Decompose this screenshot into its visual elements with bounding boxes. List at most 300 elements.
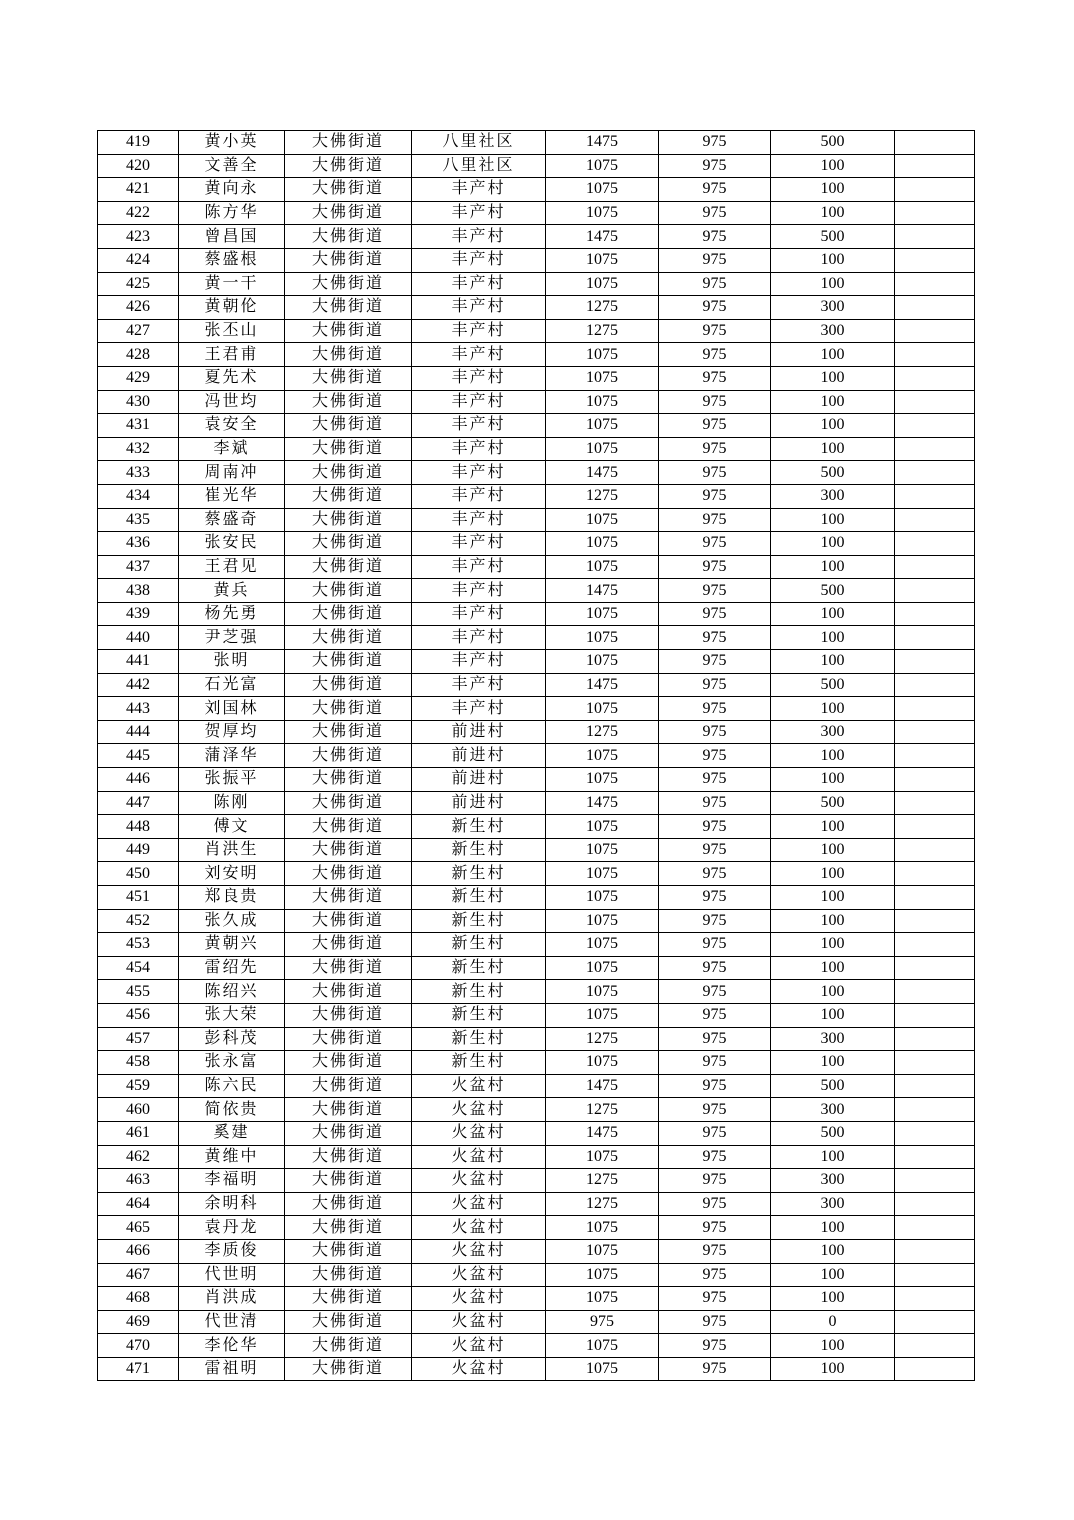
amount-a-cell: 1075 bbox=[546, 815, 659, 839]
name-cell: 陈六民 bbox=[179, 1074, 285, 1098]
street-cell: 大佛街道 bbox=[285, 154, 412, 178]
amount-a-cell: 1275 bbox=[546, 1098, 659, 1122]
community-cell: 丰产村 bbox=[412, 296, 546, 320]
table-row bbox=[98, 791, 975, 815]
seq-cell: 464 bbox=[98, 1192, 179, 1216]
table-row bbox=[98, 1145, 975, 1169]
name-cell: 文善全 bbox=[179, 154, 285, 178]
amount-b-cell: 975 bbox=[659, 248, 771, 272]
seq-cell: 456 bbox=[98, 1003, 179, 1027]
remark-cell bbox=[895, 1074, 975, 1098]
table-row bbox=[98, 579, 975, 603]
table-row bbox=[98, 1074, 975, 1098]
amount-b-cell: 975 bbox=[659, 343, 771, 367]
community-cell: 火盆村 bbox=[412, 1121, 546, 1145]
remark-cell bbox=[895, 579, 975, 603]
street-cell: 大佛街道 bbox=[285, 178, 412, 202]
community-cell: 新生村 bbox=[412, 886, 546, 910]
remark-cell bbox=[895, 390, 975, 414]
amount-b-cell: 975 bbox=[659, 933, 771, 957]
street-cell: 大佛街道 bbox=[285, 272, 412, 296]
amount-diff-cell: 300 bbox=[771, 1027, 895, 1051]
table-row bbox=[98, 838, 975, 862]
amount-b-cell: 975 bbox=[659, 1169, 771, 1193]
street-cell: 大佛街道 bbox=[285, 815, 412, 839]
amount-a-cell: 1275 bbox=[546, 319, 659, 343]
street-cell: 大佛街道 bbox=[285, 248, 412, 272]
amount-a-cell: 1475 bbox=[546, 1121, 659, 1145]
name-cell: 袁丹龙 bbox=[179, 1216, 285, 1240]
seq-cell: 462 bbox=[98, 1145, 179, 1169]
remark-cell bbox=[895, 720, 975, 744]
community-cell: 八里社区 bbox=[412, 154, 546, 178]
remark-cell bbox=[895, 838, 975, 862]
remark-cell bbox=[895, 343, 975, 367]
remark-cell bbox=[895, 886, 975, 910]
table-row bbox=[98, 1287, 975, 1311]
amount-b-cell: 975 bbox=[659, 319, 771, 343]
amount-b-cell: 975 bbox=[659, 673, 771, 697]
amount-a-cell: 1075 bbox=[546, 744, 659, 768]
community-cell: 丰产村 bbox=[412, 579, 546, 603]
amount-b-cell: 975 bbox=[659, 201, 771, 225]
remark-cell bbox=[895, 1287, 975, 1311]
name-cell: 简依贵 bbox=[179, 1098, 285, 1122]
amount-a-cell: 1475 bbox=[546, 579, 659, 603]
community-cell: 丰产村 bbox=[412, 484, 546, 508]
community-cell: 火盆村 bbox=[412, 1287, 546, 1311]
street-cell: 大佛街道 bbox=[285, 484, 412, 508]
name-cell: 蒲泽华 bbox=[179, 744, 285, 768]
table-row bbox=[98, 248, 975, 272]
remark-cell bbox=[895, 248, 975, 272]
table-row bbox=[98, 532, 975, 556]
name-cell: 张振平 bbox=[179, 768, 285, 792]
table-row bbox=[98, 272, 975, 296]
seq-cell: 441 bbox=[98, 650, 179, 674]
amount-a-cell: 1075 bbox=[546, 1216, 659, 1240]
amount-diff-cell: 100 bbox=[771, 178, 895, 202]
name-cell: 陈方华 bbox=[179, 201, 285, 225]
name-cell: 代世明 bbox=[179, 1263, 285, 1287]
amount-diff-cell: 500 bbox=[771, 673, 895, 697]
remark-cell bbox=[895, 1310, 975, 1334]
amount-b-cell: 975 bbox=[659, 720, 771, 744]
street-cell: 大佛街道 bbox=[285, 296, 412, 320]
amount-b-cell: 975 bbox=[659, 1145, 771, 1169]
community-cell: 丰产村 bbox=[412, 673, 546, 697]
name-cell: 袁安全 bbox=[179, 414, 285, 438]
seq-cell: 448 bbox=[98, 815, 179, 839]
table-row bbox=[98, 154, 975, 178]
seq-cell: 430 bbox=[98, 390, 179, 414]
name-cell: 张安民 bbox=[179, 532, 285, 556]
amount-b-cell: 975 bbox=[659, 1003, 771, 1027]
seq-cell: 450 bbox=[98, 862, 179, 886]
amount-a-cell: 1075 bbox=[546, 248, 659, 272]
remark-cell bbox=[895, 366, 975, 390]
seq-cell: 446 bbox=[98, 768, 179, 792]
name-cell: 傅文 bbox=[179, 815, 285, 839]
amount-a-cell: 1075 bbox=[546, 886, 659, 910]
community-cell: 丰产村 bbox=[412, 555, 546, 579]
street-cell: 大佛街道 bbox=[285, 626, 412, 650]
street-cell: 大佛街道 bbox=[285, 933, 412, 957]
seq-cell: 459 bbox=[98, 1074, 179, 1098]
table-row bbox=[98, 673, 975, 697]
street-cell: 大佛街道 bbox=[285, 131, 412, 155]
amount-diff-cell: 500 bbox=[771, 579, 895, 603]
seq-cell: 452 bbox=[98, 909, 179, 933]
amount-b-cell: 975 bbox=[659, 1074, 771, 1098]
table-row bbox=[98, 1216, 975, 1240]
amount-b-cell: 975 bbox=[659, 272, 771, 296]
amount-diff-cell: 100 bbox=[771, 1003, 895, 1027]
amount-a-cell: 1075 bbox=[546, 1051, 659, 1075]
table-row bbox=[98, 201, 975, 225]
amount-a-cell: 1075 bbox=[546, 1145, 659, 1169]
community-cell: 丰产村 bbox=[412, 343, 546, 367]
seq-cell: 466 bbox=[98, 1239, 179, 1263]
community-cell: 丰产村 bbox=[412, 225, 546, 249]
table-row bbox=[98, 1169, 975, 1193]
community-cell: 前进村 bbox=[412, 768, 546, 792]
community-cell: 丰产村 bbox=[412, 437, 546, 461]
amount-a-cell: 1075 bbox=[546, 697, 659, 721]
amount-diff-cell: 300 bbox=[771, 1169, 895, 1193]
amount-b-cell: 975 bbox=[659, 862, 771, 886]
amount-a-cell: 1075 bbox=[546, 1239, 659, 1263]
amount-diff-cell: 100 bbox=[771, 508, 895, 532]
name-cell: 张明 bbox=[179, 650, 285, 674]
remark-cell bbox=[895, 508, 975, 532]
amount-a-cell: 1075 bbox=[546, 437, 659, 461]
amount-b-cell: 975 bbox=[659, 791, 771, 815]
amount-b-cell: 975 bbox=[659, 579, 771, 603]
remark-cell bbox=[895, 296, 975, 320]
amount-b-cell: 975 bbox=[659, 1216, 771, 1240]
street-cell: 大佛街道 bbox=[285, 673, 412, 697]
name-cell: 崔光华 bbox=[179, 484, 285, 508]
name-cell: 黄兵 bbox=[179, 579, 285, 603]
name-cell: 黄向永 bbox=[179, 178, 285, 202]
amount-diff-cell: 100 bbox=[771, 697, 895, 721]
seq-cell: 438 bbox=[98, 579, 179, 603]
seq-cell: 426 bbox=[98, 296, 179, 320]
community-cell: 火盆村 bbox=[412, 1310, 546, 1334]
seq-cell: 454 bbox=[98, 956, 179, 980]
community-cell: 丰产村 bbox=[412, 650, 546, 674]
seq-cell: 444 bbox=[98, 720, 179, 744]
name-cell: 张大荣 bbox=[179, 1003, 285, 1027]
street-cell: 大佛街道 bbox=[285, 343, 412, 367]
remark-cell bbox=[895, 1216, 975, 1240]
name-cell: 刘国林 bbox=[179, 697, 285, 721]
amount-a-cell: 1075 bbox=[546, 862, 659, 886]
name-cell: 贺厚均 bbox=[179, 720, 285, 744]
name-cell: 雷绍先 bbox=[179, 956, 285, 980]
amount-diff-cell: 100 bbox=[771, 768, 895, 792]
street-cell: 大佛街道 bbox=[285, 1074, 412, 1098]
amount-a-cell: 1475 bbox=[546, 673, 659, 697]
seq-cell: 445 bbox=[98, 744, 179, 768]
amount-b-cell: 975 bbox=[659, 1357, 771, 1381]
amount-a-cell: 1075 bbox=[546, 414, 659, 438]
community-cell: 新生村 bbox=[412, 838, 546, 862]
community-cell: 新生村 bbox=[412, 956, 546, 980]
amount-a-cell: 1275 bbox=[546, 1169, 659, 1193]
remark-cell bbox=[895, 626, 975, 650]
amount-a-cell: 1075 bbox=[546, 909, 659, 933]
amount-diff-cell: 100 bbox=[771, 862, 895, 886]
amount-a-cell: 1075 bbox=[546, 532, 659, 556]
name-cell: 余明科 bbox=[179, 1192, 285, 1216]
amount-diff-cell: 500 bbox=[771, 131, 895, 155]
street-cell: 大佛街道 bbox=[285, 414, 412, 438]
community-cell: 火盆村 bbox=[412, 1074, 546, 1098]
amount-diff-cell: 100 bbox=[771, 1051, 895, 1075]
amount-b-cell: 975 bbox=[659, 508, 771, 532]
table-row bbox=[98, 815, 975, 839]
name-cell: 李质俊 bbox=[179, 1239, 285, 1263]
amount-diff-cell: 100 bbox=[771, 201, 895, 225]
street-cell: 大佛街道 bbox=[285, 1121, 412, 1145]
amount-b-cell: 975 bbox=[659, 838, 771, 862]
seq-cell: 442 bbox=[98, 673, 179, 697]
seq-cell: 433 bbox=[98, 461, 179, 485]
street-cell: 大佛街道 bbox=[285, 225, 412, 249]
amount-a-cell: 1075 bbox=[546, 626, 659, 650]
amount-a-cell: 1275 bbox=[546, 484, 659, 508]
seq-cell: 423 bbox=[98, 225, 179, 249]
remark-cell bbox=[895, 319, 975, 343]
street-cell: 大佛街道 bbox=[285, 886, 412, 910]
name-cell: 奚建 bbox=[179, 1121, 285, 1145]
seq-cell: 435 bbox=[98, 508, 179, 532]
seq-cell: 420 bbox=[98, 154, 179, 178]
amount-diff-cell: 100 bbox=[771, 933, 895, 957]
seq-cell: 419 bbox=[98, 131, 179, 155]
table-row bbox=[98, 1357, 975, 1381]
table-row bbox=[98, 178, 975, 202]
remark-cell bbox=[895, 532, 975, 556]
community-cell: 新生村 bbox=[412, 815, 546, 839]
name-cell: 夏先术 bbox=[179, 366, 285, 390]
seq-cell: 458 bbox=[98, 1051, 179, 1075]
remark-cell bbox=[895, 1334, 975, 1358]
name-cell: 肖洪生 bbox=[179, 838, 285, 862]
community-cell: 丰产村 bbox=[412, 390, 546, 414]
amount-b-cell: 975 bbox=[659, 296, 771, 320]
name-cell: 刘安明 bbox=[179, 862, 285, 886]
amount-a-cell: 1075 bbox=[546, 154, 659, 178]
name-cell: 张丕山 bbox=[179, 319, 285, 343]
amount-diff-cell: 100 bbox=[771, 886, 895, 910]
table-row bbox=[98, 1098, 975, 1122]
amount-diff-cell: 100 bbox=[771, 1239, 895, 1263]
seq-cell: 422 bbox=[98, 201, 179, 225]
amount-a-cell: 1075 bbox=[546, 980, 659, 1004]
seq-cell: 467 bbox=[98, 1263, 179, 1287]
seq-cell: 437 bbox=[98, 555, 179, 579]
name-cell: 尹芝强 bbox=[179, 626, 285, 650]
amount-b-cell: 975 bbox=[659, 1051, 771, 1075]
amount-diff-cell: 300 bbox=[771, 484, 895, 508]
seq-cell: 434 bbox=[98, 484, 179, 508]
name-cell: 代世清 bbox=[179, 1310, 285, 1334]
amount-diff-cell: 100 bbox=[771, 1287, 895, 1311]
seq-cell: 427 bbox=[98, 319, 179, 343]
amount-a-cell: 1075 bbox=[546, 272, 659, 296]
amount-diff-cell: 300 bbox=[771, 319, 895, 343]
amount-a-cell: 1075 bbox=[546, 933, 659, 957]
community-cell: 新生村 bbox=[412, 1027, 546, 1051]
amount-b-cell: 975 bbox=[659, 1334, 771, 1358]
street-cell: 大佛街道 bbox=[285, 862, 412, 886]
amount-diff-cell: 100 bbox=[771, 956, 895, 980]
name-cell: 杨先勇 bbox=[179, 602, 285, 626]
amount-diff-cell: 100 bbox=[771, 1145, 895, 1169]
remark-cell bbox=[895, 461, 975, 485]
remark-cell bbox=[895, 1051, 975, 1075]
community-cell: 火盆村 bbox=[412, 1334, 546, 1358]
street-cell: 大佛街道 bbox=[285, 1239, 412, 1263]
remark-cell bbox=[895, 650, 975, 674]
street-cell: 大佛街道 bbox=[285, 579, 412, 603]
community-cell: 丰产村 bbox=[412, 602, 546, 626]
seq-cell: 465 bbox=[98, 1216, 179, 1240]
amount-diff-cell: 100 bbox=[771, 366, 895, 390]
amount-b-cell: 975 bbox=[659, 225, 771, 249]
street-cell: 大佛街道 bbox=[285, 1051, 412, 1075]
name-cell: 黄维中 bbox=[179, 1145, 285, 1169]
table-row bbox=[98, 909, 975, 933]
seq-cell: 447 bbox=[98, 791, 179, 815]
seq-cell: 470 bbox=[98, 1334, 179, 1358]
amount-a-cell: 1275 bbox=[546, 296, 659, 320]
remark-cell bbox=[895, 791, 975, 815]
remark-cell bbox=[895, 744, 975, 768]
table-body bbox=[98, 131, 975, 1381]
amount-a-cell: 1275 bbox=[546, 720, 659, 744]
seq-cell: 463 bbox=[98, 1169, 179, 1193]
amount-diff-cell: 0 bbox=[771, 1310, 895, 1334]
seq-cell: 453 bbox=[98, 933, 179, 957]
table-row bbox=[98, 602, 975, 626]
community-cell: 丰产村 bbox=[412, 414, 546, 438]
community-cell: 新生村 bbox=[412, 933, 546, 957]
community-cell: 丰产村 bbox=[412, 178, 546, 202]
name-cell: 肖洪成 bbox=[179, 1287, 285, 1311]
amount-diff-cell: 100 bbox=[771, 414, 895, 438]
name-cell: 周南冲 bbox=[179, 461, 285, 485]
amount-b-cell: 975 bbox=[659, 956, 771, 980]
table-row bbox=[98, 296, 975, 320]
street-cell: 大佛街道 bbox=[285, 437, 412, 461]
street-cell: 大佛街道 bbox=[285, 1310, 412, 1334]
remark-cell bbox=[895, 225, 975, 249]
street-cell: 大佛街道 bbox=[285, 1334, 412, 1358]
street-cell: 大佛街道 bbox=[285, 555, 412, 579]
amount-b-cell: 975 bbox=[659, 626, 771, 650]
street-cell: 大佛街道 bbox=[285, 1027, 412, 1051]
amount-a-cell: 1075 bbox=[546, 838, 659, 862]
amount-diff-cell: 500 bbox=[771, 225, 895, 249]
seq-cell: 460 bbox=[98, 1098, 179, 1122]
table-row bbox=[98, 390, 975, 414]
table-row bbox=[98, 697, 975, 721]
seq-cell: 443 bbox=[98, 697, 179, 721]
street-cell: 大佛街道 bbox=[285, 650, 412, 674]
table-row bbox=[98, 461, 975, 485]
table-row bbox=[98, 720, 975, 744]
street-cell: 大佛街道 bbox=[285, 1098, 412, 1122]
table-row bbox=[98, 650, 975, 674]
name-cell: 陈绍兴 bbox=[179, 980, 285, 1004]
community-cell: 丰产村 bbox=[412, 248, 546, 272]
remark-cell bbox=[895, 933, 975, 957]
table-row bbox=[98, 319, 975, 343]
table-row bbox=[98, 343, 975, 367]
seq-cell: 425 bbox=[98, 272, 179, 296]
amount-diff-cell: 100 bbox=[771, 1334, 895, 1358]
amount-diff-cell: 500 bbox=[771, 1121, 895, 1145]
amount-a-cell: 1075 bbox=[546, 1263, 659, 1287]
amount-diff-cell: 100 bbox=[771, 390, 895, 414]
community-cell: 丰产村 bbox=[412, 532, 546, 556]
seq-cell: 451 bbox=[98, 886, 179, 910]
table-row bbox=[98, 437, 975, 461]
amount-a-cell: 1475 bbox=[546, 791, 659, 815]
amount-diff-cell: 100 bbox=[771, 154, 895, 178]
seq-cell: 439 bbox=[98, 602, 179, 626]
amount-a-cell: 1275 bbox=[546, 1027, 659, 1051]
name-cell: 蔡盛根 bbox=[179, 248, 285, 272]
remark-cell bbox=[895, 555, 975, 579]
community-cell: 火盆村 bbox=[412, 1192, 546, 1216]
amount-b-cell: 975 bbox=[659, 1098, 771, 1122]
amount-a-cell: 1075 bbox=[546, 1003, 659, 1027]
amount-diff-cell: 500 bbox=[771, 461, 895, 485]
community-cell: 火盆村 bbox=[412, 1098, 546, 1122]
street-cell: 大佛街道 bbox=[285, 1357, 412, 1381]
remark-cell bbox=[895, 956, 975, 980]
amount-a-cell: 1075 bbox=[546, 650, 659, 674]
table-row bbox=[98, 1051, 975, 1075]
amount-b-cell: 975 bbox=[659, 602, 771, 626]
table-row bbox=[98, 1310, 975, 1334]
name-cell: 冯世均 bbox=[179, 390, 285, 414]
table-row bbox=[98, 131, 975, 155]
remark-cell bbox=[895, 484, 975, 508]
remark-cell bbox=[895, 1192, 975, 1216]
table-row bbox=[98, 1027, 975, 1051]
amount-a-cell: 1075 bbox=[546, 602, 659, 626]
name-cell: 黄朝伦 bbox=[179, 296, 285, 320]
community-cell: 前进村 bbox=[412, 791, 546, 815]
amount-diff-cell: 100 bbox=[771, 555, 895, 579]
table-row bbox=[98, 508, 975, 532]
remark-cell bbox=[895, 1169, 975, 1193]
amount-a-cell: 1075 bbox=[546, 390, 659, 414]
street-cell: 大佛街道 bbox=[285, 461, 412, 485]
street-cell: 大佛街道 bbox=[285, 1263, 412, 1287]
seq-cell: 440 bbox=[98, 626, 179, 650]
name-cell: 王君甫 bbox=[179, 343, 285, 367]
amount-diff-cell: 100 bbox=[771, 1263, 895, 1287]
amount-b-cell: 975 bbox=[659, 1239, 771, 1263]
amount-b-cell: 975 bbox=[659, 1027, 771, 1051]
